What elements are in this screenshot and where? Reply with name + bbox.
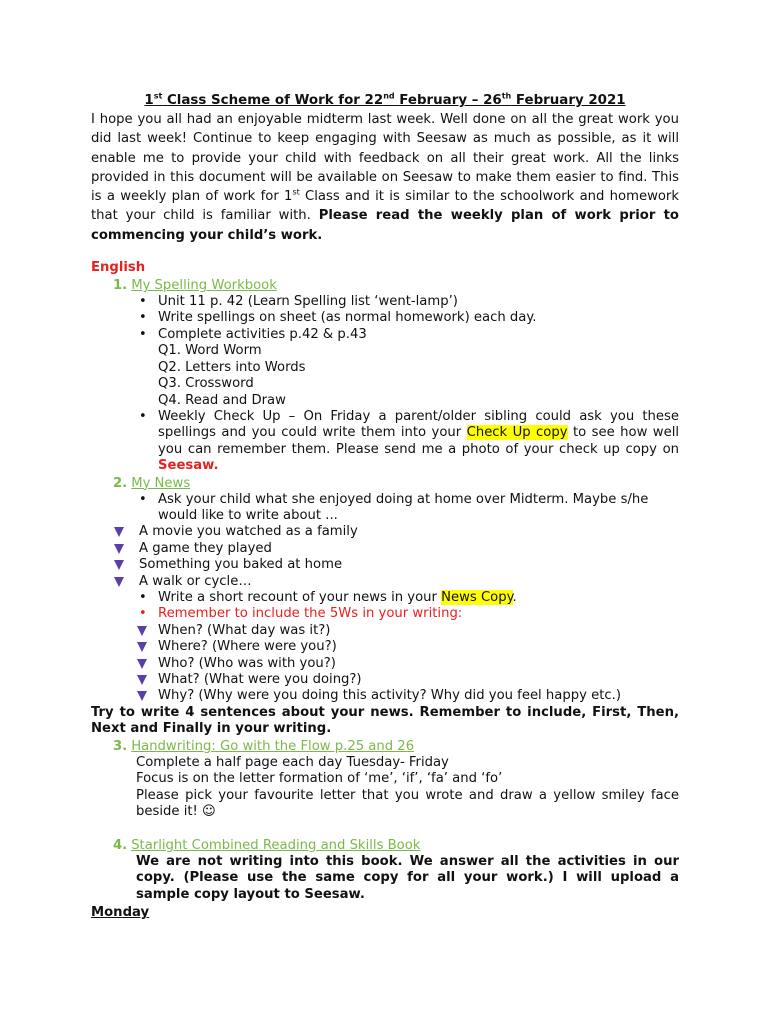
list-item: Q2. Letters into Words [158,359,306,375]
list-item: • Complete activities p.42 & p.43 [136,327,679,343]
news-instruction: Try to write 4 sentences about your news. Remember to include, First, Then, Next and Finally in your writing. [91,704,679,737]
list-item: • Unit 11 p. 42 (Learn Spelling list ‘went-lamp’) [136,294,679,310]
handwriting-line: Complete a half page each day Tuesday- Friday [136,754,449,770]
list-item: Who? (Who was with you?) [136,656,679,672]
list-item: • Write spellings on sheet (as normal homework) each day. [136,310,679,326]
list-item: A walk or cycle… [113,574,679,590]
handwriting-line: Focus is on the letter formation of ‘me’, ‘if’, ‘fa’ and ‘fo’ [136,771,503,787]
list-item: • Remember to include the 5Ws in your writing: [136,606,679,622]
day-heading-monday: Monday [91,905,150,921]
news-list [136,492,679,525]
intro-paragraph: I hope you all had an enjoyable midterm last week. Well done on all the great work you did last week! Continue to keep engaging with Seesaw as much as possible, as it will enable me to provide your child with feedback on all their great work. All the links provided in this document will be available on Seesaw to make them easier to find. This is a weekly plan of work for 1st Class and it is similar to the schoolwork and homework that your child is familiar with. Please read the weekly plan of work prior to commencing your child’s work. [91,112,679,243]
news-copy-highlight: News Copy [441,589,513,605]
list-item: A game they played [113,541,679,557]
news-list-continued [136,590,679,705]
my-news-heading[interactable]: 2. My News [113,475,191,491]
list-item: Why? (Why were you doing this activity? Why did you feel happy etc.) [136,688,679,704]
document-title: 1st Class Scheme of Work for 22nd February – 26th February 2021 [144,91,626,108]
check-up-copy-highlight: Check Up copy [466,425,568,441]
list-item: What? (What were you doing?) [136,672,679,688]
list-item: Something you baked at home [113,557,679,573]
handwriting-heading[interactable]: 3. Handwriting: Go with the Flow p.25 and 26 [113,738,415,754]
section-heading-english: English [91,260,146,276]
spelling-list [136,294,679,474]
list-item: • Ask your child what she enjoyed doing at home over Midterm. Maybe s/he would like to write about ... [136,492,679,525]
list-item: When? (What day was it?) [136,623,679,639]
list-item: • Weekly Check Up – On Friday a parent/older sibling could ask you these spellings and you could write them into your Check Up copy to see how well you can remember them. Please send me a photo of your check up copy on Seesaw. [136,409,679,475]
document-page [91,92,679,922]
spelling-workbook-heading[interactable]: 1. My Spelling Workbook [113,278,277,294]
list-item: Q3. Crossword [158,376,254,392]
news-ideas-list [113,524,679,590]
list-item: A movie you watched as a family [113,524,679,540]
spelling-workbook-link[interactable]: My Spelling Workbook [131,278,277,294]
list-item: Where? (Where were you?) [136,639,679,655]
list-item: Q4. Read and Draw [158,392,286,408]
list-item: • Write a short recount of your news in your News Copy. [136,590,679,606]
list-item: Q1. Word Worm [158,343,262,359]
starlight-heading[interactable]: 4. Starlight Combined Reading and Skills Book [113,837,421,853]
starlight-link[interactable]: Starlight Combined Reading and Skills Book [131,837,421,853]
my-news-link[interactable]: My News [131,475,191,491]
starlight-text: We are not writing into this book. We answer all the activities in our copy. (Please use the same copy for all your work.) I will upload a sample copy layout to Seesaw. [136,853,679,902]
handwriting-line: Please pick your favourite letter that you wrote and draw a yellow smiley face beside it! ☺ [136,787,679,820]
handwriting-link[interactable]: Handwriting: Go with the Flow p.25 and 26 [131,738,415,754]
